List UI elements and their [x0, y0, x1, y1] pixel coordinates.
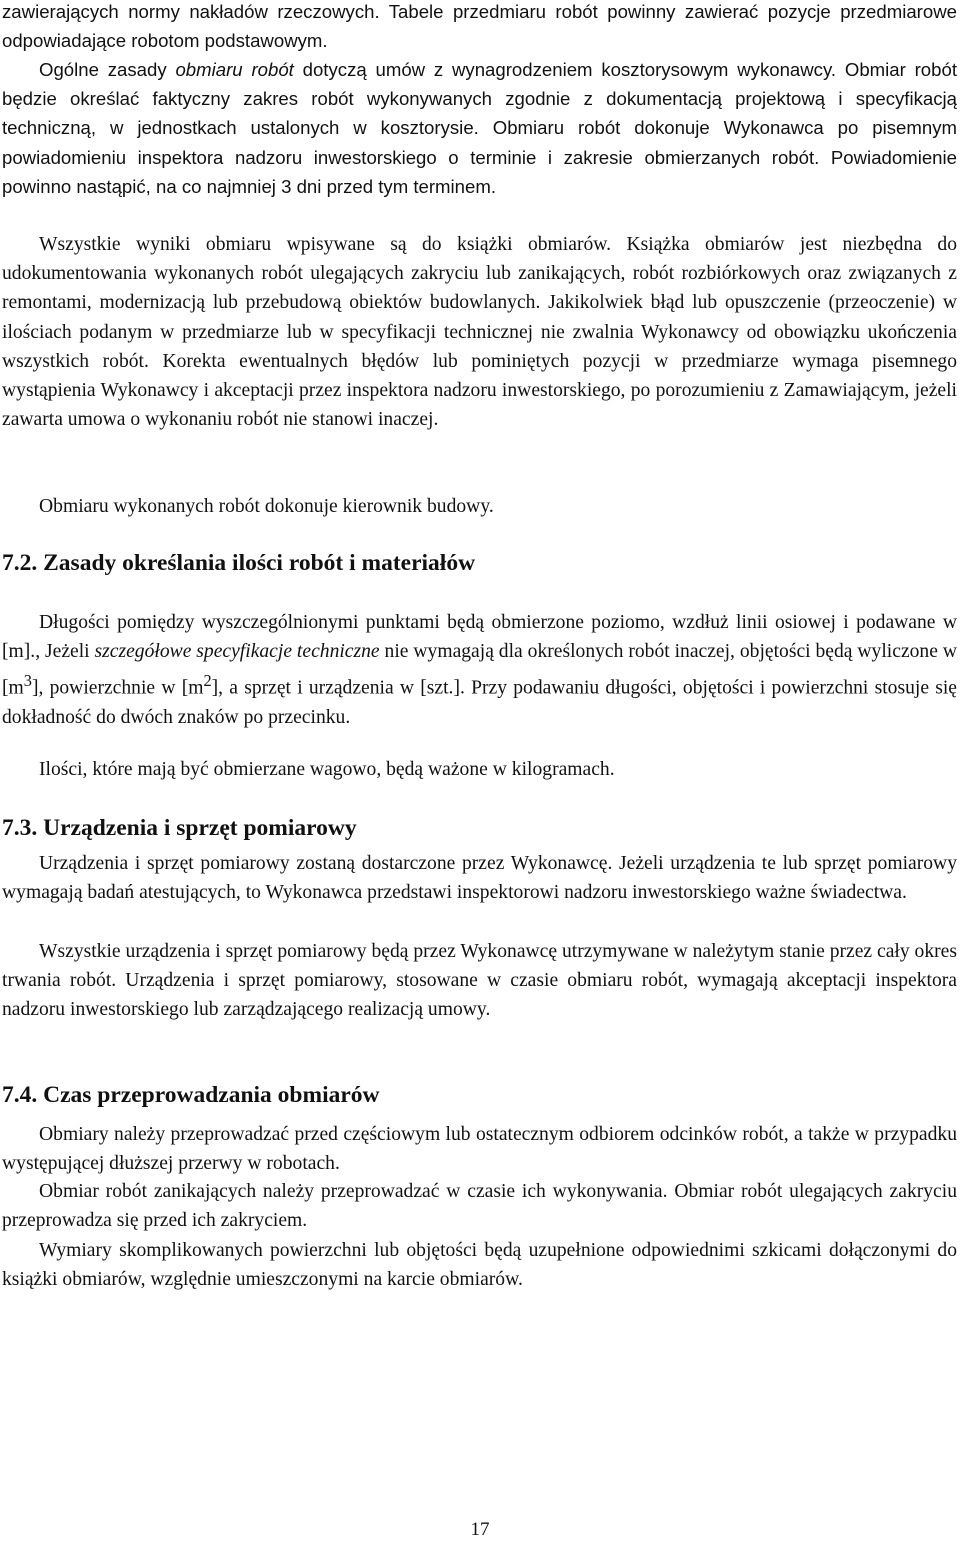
section-text: ], a sprzęt i urządzenia w [szt.]. Przy podawaniu długości, objętości i powierzchni stosuje się dokładność do dwóch znaków po przecinku.	[2, 677, 957, 729]
section-heading-7-4: 7.4. Czas przeprowadzania obmiarów	[2, 1082, 380, 1108]
section-text: nie wymagają dla określonych robót inaczej, objętości będą wyliczone w [m	[2, 641, 957, 699]
section-7-3-paragraph-1: Urządzenia i sprzęt pomiarowy zostaną dostarczone przez Wykonawcę. Jeżeli urządzenia te lub sprzęt pomiarowy wymagają badań atestujących, to Wykonawca przedstawi inspektorowi nadzoru inwestorskiego ważne świadectwa.	[2, 853, 957, 904]
section-text: ], powierzchnie w [m	[31, 677, 204, 699]
intro-paragraph-1: zawierających normy nakładów rzeczowych. Tabele przedmiaru robót powinny zawierać pozycje przedmiarowe odpowiadające robotom podstawowym.	[2, 1, 957, 52]
section-7-3-paragraph-2: Wszystkie urządzenia i sprzęt pomiarowy będą przez Wykonawcę utrzymywane w należytym stanie przez cały okres trwania robót. Urządzenia i sprzęt pomiarowy, stosowane w czasie obmiaru robót, wymagają akceptacji inspektora nadzoru inwestorskiego lub zarządzającego realizacją umowy.	[2, 941, 957, 1021]
intro-paragraph-3: Wszystkie wyniki obmiaru wpisywane są do książki obmiarów. Książka obmiarów jest niezbędna do udokumentowania wykonanych robót ulegających zakryciu lub zanikających, robót rozbiórkowych oraz związanych z remontami, modernizacją lub przebudową obiektów budowlanych. Jakikolwiek błąd lub opuszczenie (przeoczenie) w ilościach podanym w przedmiarze lub w specyfikacji technicznej nie zwalnia Wykonawcy od obowiązku ukończenia wszystkich robót. Korekta ewentualnych błędów lub pominiętych pozycji w przedmiarze wymaga pisemnego wystąpienia Wykonawcy i akceptacji przez inspektora nadzoru inwestorskiego, po porozumieniu z Zamawiającym, jeżeli zawarta umowa o wykonaniu robót nie stanowi inaczej.	[2, 234, 957, 431]
section-italic-term: szczegółowe specyfikacje techniczne	[94, 641, 380, 663]
section-7-2-paragraph-2: Ilości, które mają być obmierzane wagowo, będą ważone w kilogramach.	[39, 759, 615, 780]
intro-italic-term: obmiaru robót	[175, 59, 294, 80]
section-heading-7-3: 7.3. Urządzenia i sprzęt pomiarowy	[2, 815, 357, 841]
intro-paragraph-2	[2, 55, 957, 201]
intro-text: dotyczą umów z wynagrodzeniem kosztorysowym wykonawcy. Obmiar robót będzie określać faktyczny zakres robót wykonywanych zgodnie z dokumentacją projektową i specyfikacją techniczną, w jednostkach ustalonych w kosztorysie. Obmiaru robót dokonuje Wykonawca po pisemnym powiadomieniu inspektora nadzoru inwestorskiego o terminie i zakresie obmierzanych robót. Powiadomienie powinno nastąpić, na co najmniej 3 dni przed tym terminem.	[2, 59, 957, 197]
unit-superscript: 3	[23, 671, 32, 691]
unit-superscript: 2	[203, 671, 212, 691]
section-7-4-paragraph-2: Obmiar robót zanikających należy przeprowadzać w czasie ich wykonywania. Obmiar robót ulegających zakryciu przeprowadza się przed ich zakryciem.	[2, 1181, 957, 1232]
section-7-2-paragraph-1	[2, 608, 957, 732]
section-heading-7-2: 7.2. Zasady określania ilości robót i materiałów	[2, 550, 476, 576]
intro-text: Ogólne zasady	[39, 59, 176, 80]
section-7-4-paragraph-1: Obmiary należy przeprowadzać przed częściowym lub ostatecznym odbiorem odcinków robót, a także w przypadku występującej dłuższej przerwy w robotach.	[2, 1124, 957, 1175]
section-text: Długości pomiędzy wyszczególnionymi punktami będą obmierzone poziomo, wzdłuż linii osiowej i podawane w [m]., Jeżeli	[2, 612, 957, 663]
intro-paragraph-4: Obmiaru wykonanych robót dokonuje kierownik budowy.	[39, 496, 494, 517]
page-number: 17	[470, 1519, 490, 1540]
section-7-4-paragraph-3: Wymiary skomplikowanych powierzchni lub objętości będą uzupełnione odpowiednimi szkicami dołączonymi do książki obmiarów, względnie umieszczonymi na karcie obmiarów.	[2, 1240, 957, 1291]
